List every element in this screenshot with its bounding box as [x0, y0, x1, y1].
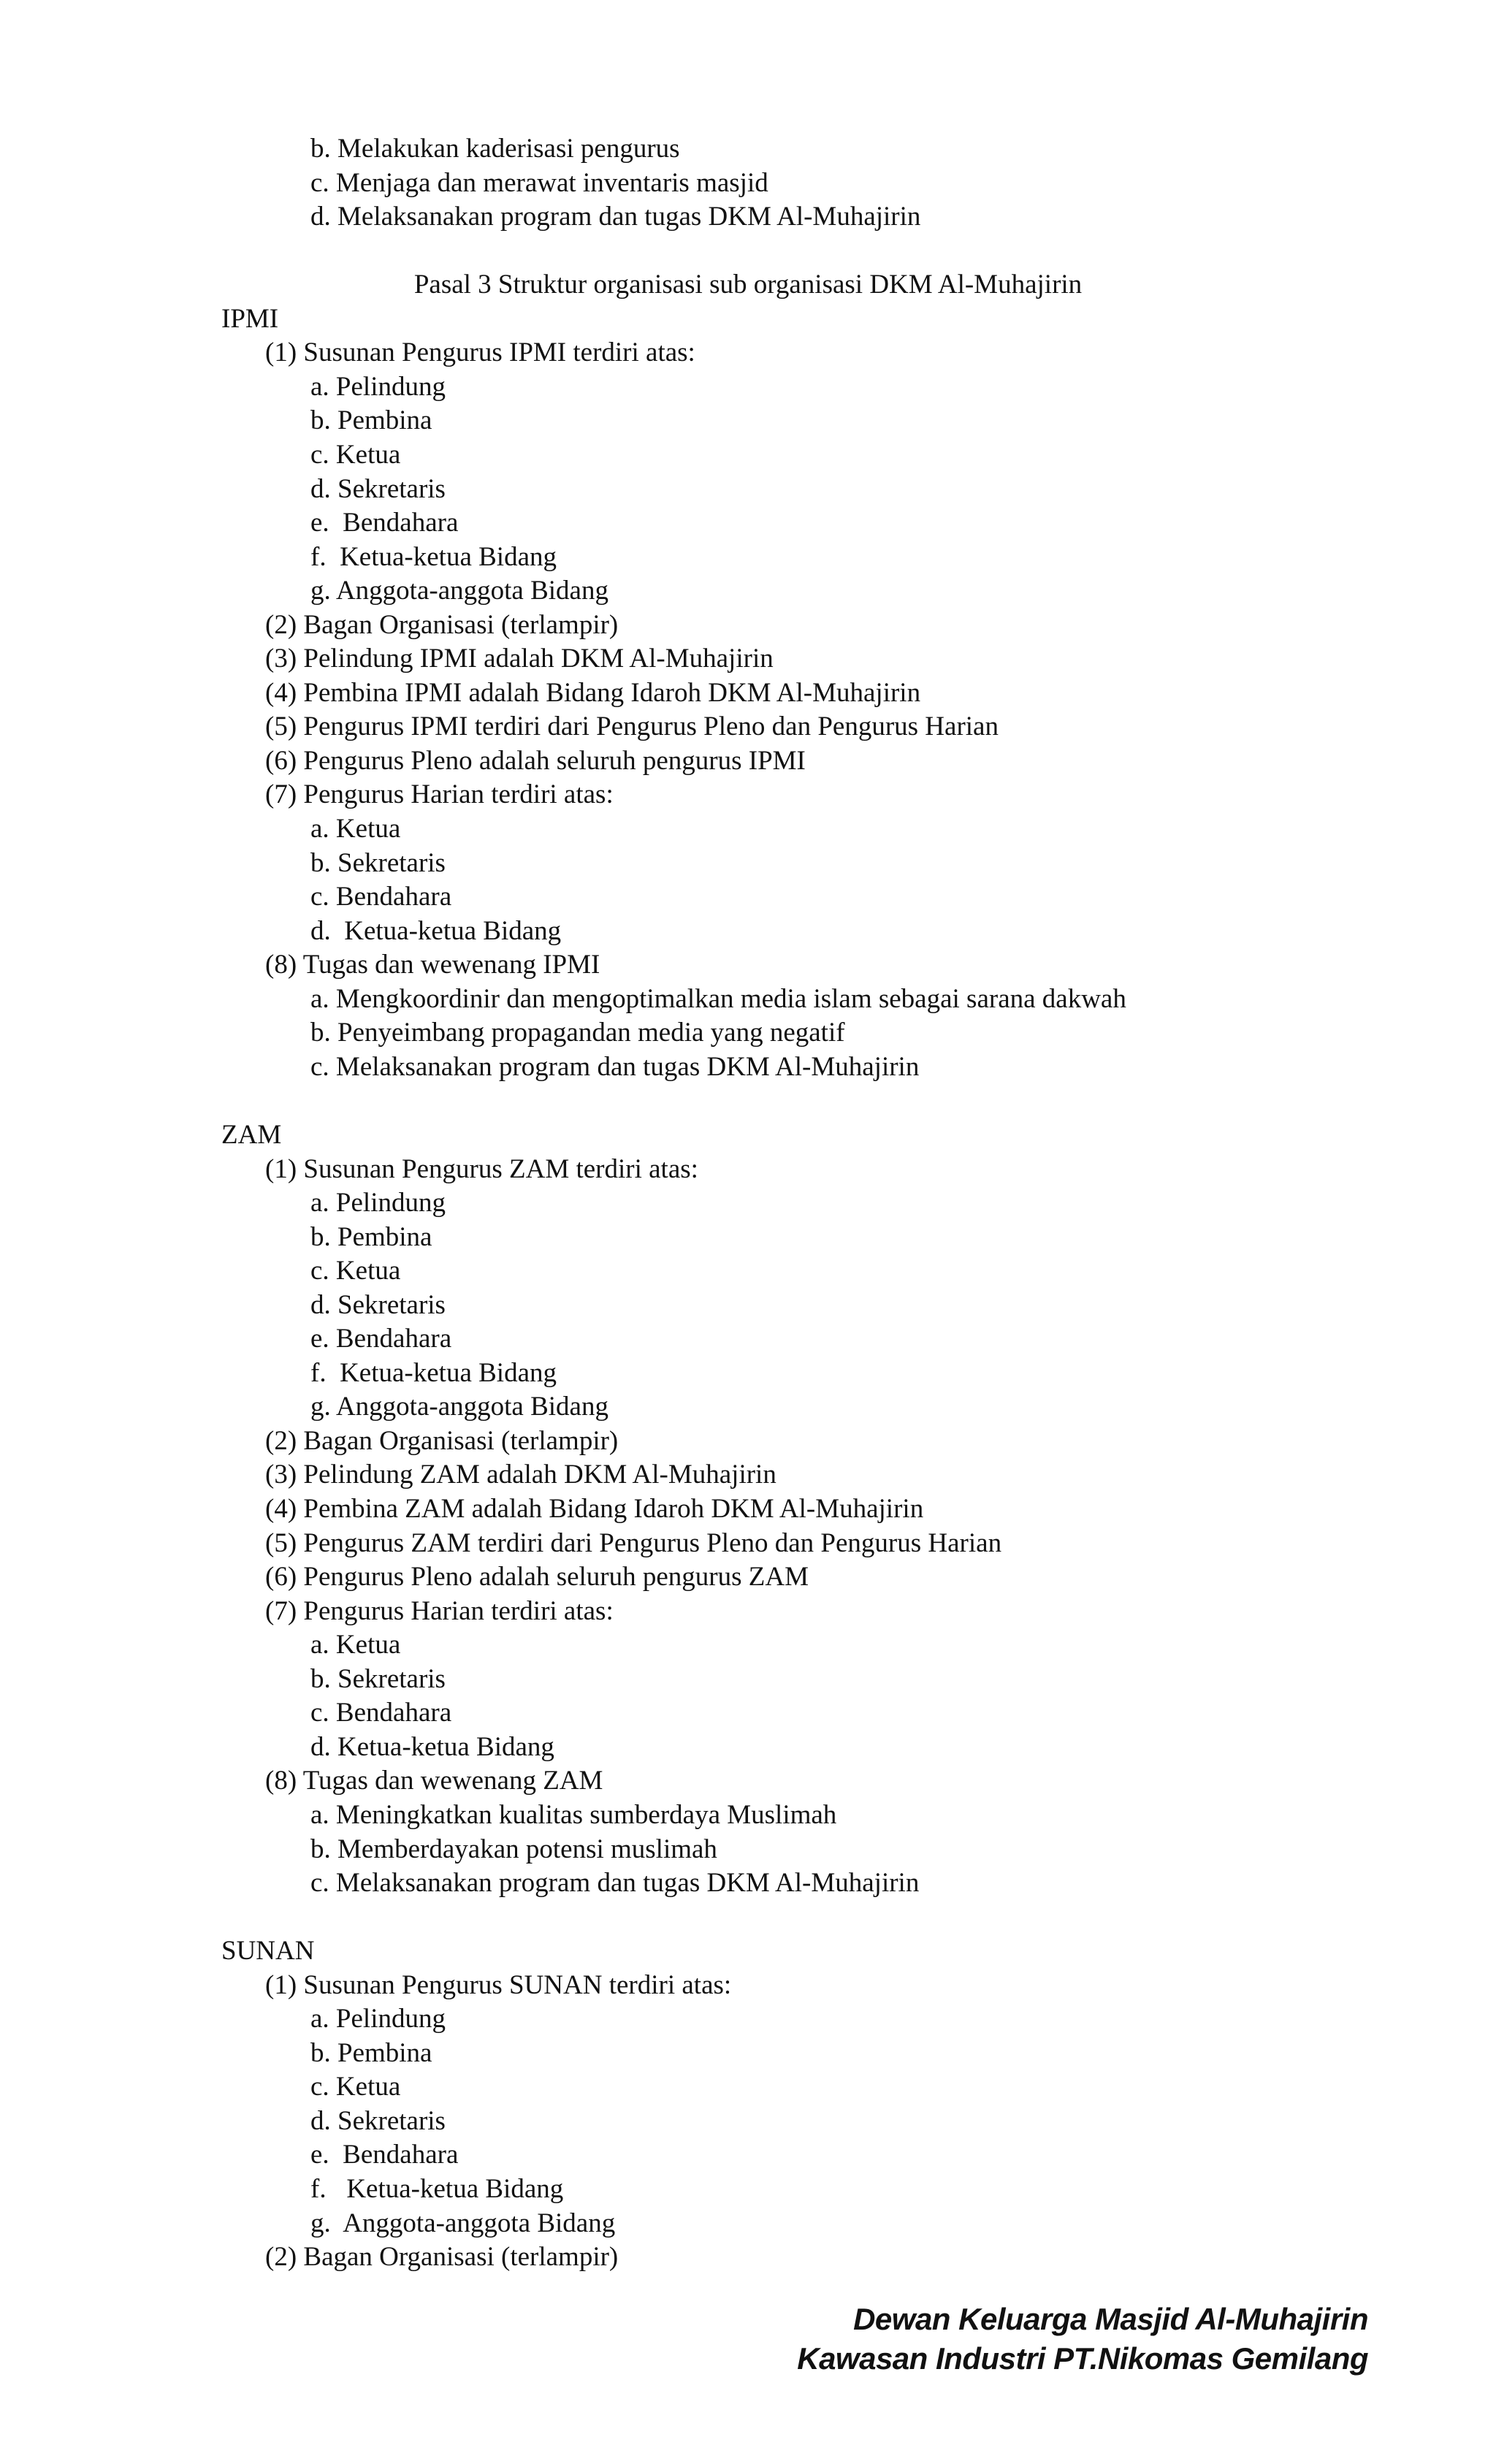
lettered-item: f. Ketua-ketua Bidang — [310, 542, 557, 572]
numbered-item: (8) Tugas dan wewenang ZAM — [265, 1766, 603, 1796]
section-heading: IPMI — [221, 304, 279, 334]
lettered-item: a. Ketua — [310, 814, 401, 844]
lettered-item: d. Sekretaris — [310, 474, 446, 504]
lettered-item: a. Pelindung — [310, 1188, 446, 1218]
lettered-item: g. Anggota-anggota Bidang — [310, 1392, 608, 1422]
section-title: Pasal 3 Struktur organisasi sub organisasi DKM Al-Muhajirin — [413, 270, 1083, 300]
footer-organization: Dewan Keluarga Masjid Al-Muhajirin — [853, 2302, 1368, 2336]
lettered-item: c. Ketua — [310, 1256, 401, 1286]
lettered-item: a. Ketua — [310, 1630, 401, 1660]
lettered-item: d. Melaksanakan program dan tugas DKM Al-Muhajirin — [310, 202, 921, 232]
lettered-item: b. Pembina — [310, 2038, 432, 2068]
numbered-item: (6) Pengurus Pleno adalah seluruh pengurus IPMI — [265, 746, 806, 776]
lettered-item: b. Sekretaris — [310, 1664, 446, 1694]
lettered-item: b. Penyeimbang propagandan media yang negatif — [310, 1018, 845, 1048]
lettered-item: a. Mengkoordinir dan mengoptimalkan media islam sebagai sarana dakwah — [310, 984, 1126, 1014]
numbered-item: (2) Bagan Organisasi (terlampir) — [265, 610, 619, 640]
lettered-item: c. Melaksanakan program dan tugas DKM Al-Muhajirin — [310, 1868, 920, 1898]
numbered-item: (2) Bagan Organisasi (terlampir) — [265, 2242, 619, 2272]
lettered-item: a. Meningkatkan kualitas sumberdaya Muslimah — [310, 1800, 837, 1830]
numbered-item: (4) Pembina ZAM adalah Bidang Idaroh DKM Al-Muhajirin — [265, 1494, 924, 1524]
numbered-item: (7) Pengurus Harian terdiri atas: — [265, 1596, 614, 1626]
lettered-item: d. Ketua-ketua Bidang — [310, 1732, 554, 1762]
numbered-item: (1) Susunan Pengurus ZAM terdiri atas: — [265, 1154, 698, 1184]
numbered-item: (2) Bagan Organisasi (terlampir) — [265, 1426, 619, 1456]
lettered-item: d. Sekretaris — [310, 2106, 446, 2136]
numbered-item: (3) Pelindung IPMI adalah DKM Al-Muhajirin — [265, 644, 774, 674]
lettered-item: e. Bendahara — [310, 508, 459, 538]
lettered-item: b. Melakukan kaderisasi pengurus — [310, 134, 680, 164]
lettered-item: d. Ketua-ketua Bidang — [310, 916, 562, 946]
numbered-item: (3) Pelindung ZAM adalah DKM Al-Muhajirin — [265, 1460, 776, 1490]
lettered-item: g. Anggota-anggota Bidang — [310, 576, 608, 606]
lettered-item: b. Pembina — [310, 405, 432, 435]
lettered-item: g. Anggota-anggota Bidang — [310, 2208, 616, 2238]
lettered-item: c. Menjaga dan merawat inventaris masjid — [310, 168, 768, 198]
numbered-item: (4) Pembina IPMI adalah Bidang Idaroh DKM Al-Muhajirin — [265, 678, 921, 708]
lettered-item: e. Bendahara — [310, 1324, 452, 1354]
lettered-item: a. Pelindung — [310, 372, 446, 402]
lettered-item: f. Ketua-ketua Bidang — [310, 1358, 557, 1388]
lettered-item: d. Sekretaris — [310, 1290, 446, 1320]
numbered-item: (7) Pengurus Harian terdiri atas: — [265, 779, 614, 809]
section-heading: ZAM — [221, 1120, 282, 1150]
lettered-item: c. Ketua — [310, 440, 401, 470]
numbered-item: (8) Tugas dan wewenang IPMI — [265, 950, 600, 980]
lettered-item: a. Pelindung — [310, 2004, 446, 2034]
numbered-item: (1) Susunan Pengurus SUNAN terdiri atas: — [265, 1970, 732, 2000]
footer-location: Kawasan Industri PT.Nikomas Gemilang — [797, 2341, 1368, 2376]
lettered-item: e. Bendahara — [310, 2140, 459, 2170]
lettered-item: c. Bendahara — [310, 882, 452, 912]
numbered-item: (5) Pengurus IPMI terdiri dari Pengurus Pleno dan Pengurus Harian — [265, 712, 999, 741]
lettered-item: f. Ketua-ketua Bidang — [310, 2174, 564, 2204]
lettered-item: c. Ketua — [310, 2072, 401, 2102]
numbered-item: (5) Pengurus ZAM terdiri dari Pengurus Pleno dan Pengurus Harian — [265, 1528, 1002, 1558]
lettered-item: b. Sekretaris — [310, 848, 446, 878]
lettered-item: c. Melaksanakan program dan tugas DKM Al-Muhajirin — [310, 1052, 920, 1082]
lettered-item: c. Bendahara — [310, 1698, 452, 1728]
section-heading: SUNAN — [221, 1936, 315, 1966]
lettered-item: b. Pembina — [310, 1222, 432, 1252]
numbered-item: (1) Susunan Pengurus IPMI terdiri atas: — [265, 337, 695, 367]
lettered-item: b. Memberdayakan potensi muslimah — [310, 1834, 717, 1864]
numbered-item: (6) Pengurus Pleno adalah seluruh pengurus ZAM — [265, 1562, 809, 1592]
